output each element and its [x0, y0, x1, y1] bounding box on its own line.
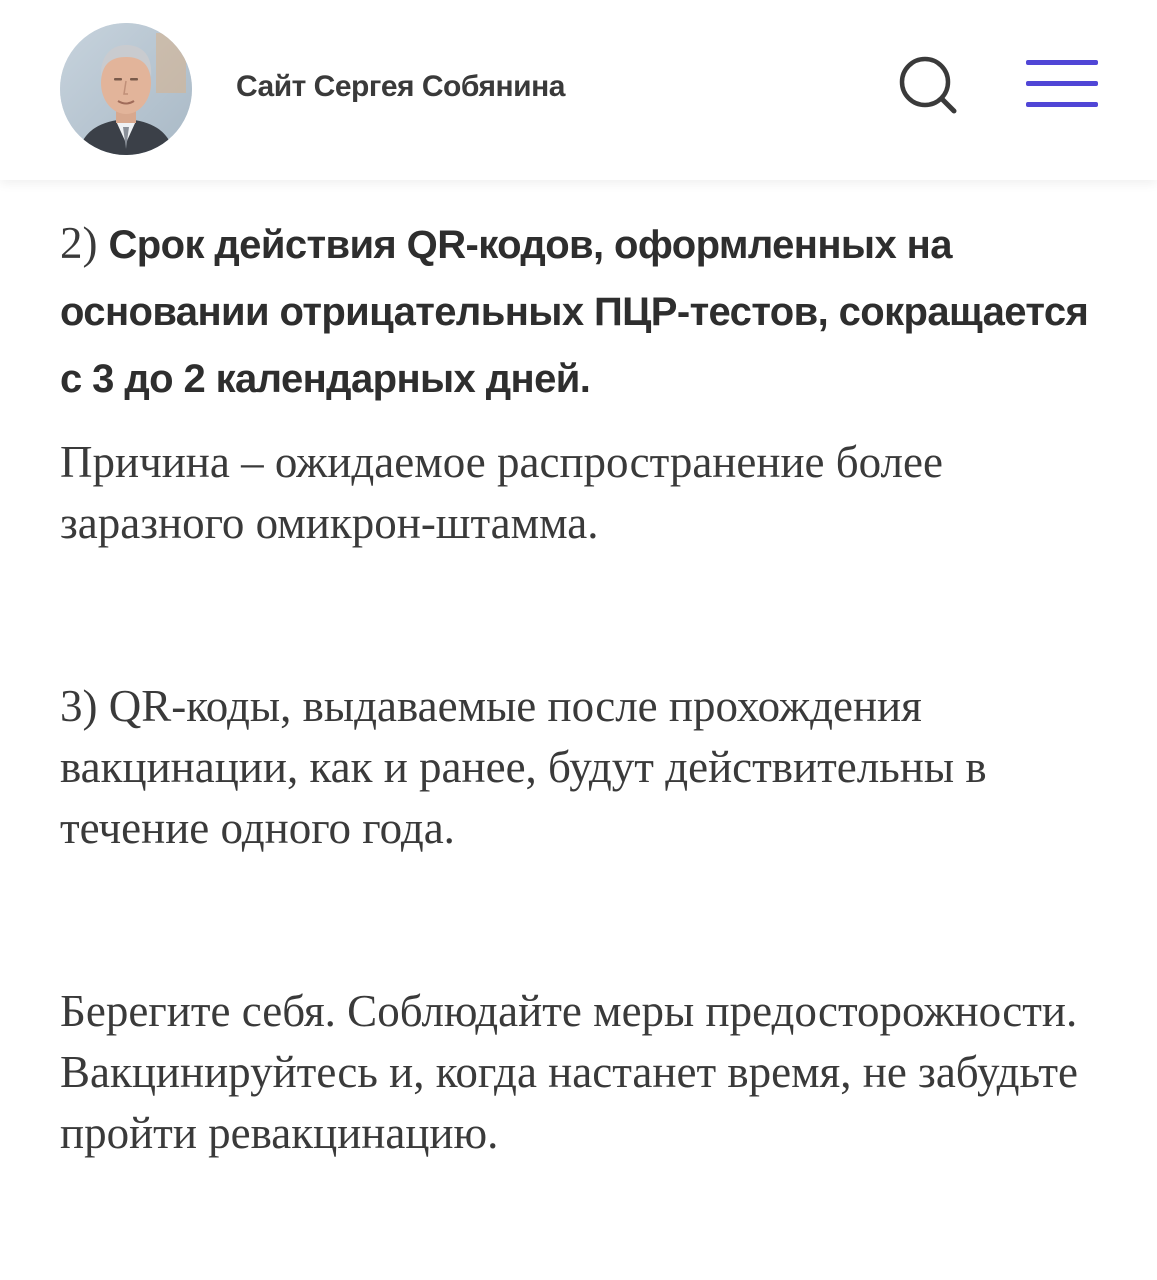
avatar-photo: [60, 23, 192, 155]
search-icon: [892, 50, 964, 122]
item-3-paragraph: 3) QR-коды, выдаваемые после прохождения вакцинации, как и ранее, будут действительны в течение одного года.: [60, 681, 987, 853]
hamburger-menu-icon: [1026, 60, 1098, 65]
site-title[interactable]: Сайт Сергея Собянина: [236, 70, 565, 103]
closing-paragraph: Берегите себя. Соблюдайте меры предосторожности. Вакцинируйтесь и, когда настанет время, не забудьте пройти ревакцинацию.: [60, 986, 1078, 1158]
item-2-paragraph: [60, 210, 1120, 412]
item-2-number: 2): [60, 218, 98, 268]
avatar[interactable]: [60, 23, 192, 155]
reason-paragraph: Причина – ожидаемое распространение более заразного омикрон-штамма.: [60, 437, 943, 548]
search-button[interactable]: [892, 50, 964, 122]
article-body: [60, 210, 1120, 1164]
item-2-text: Срок действия QR-кодов, оформленных на основании отрицательных ПЦР-тестов, сокращается с 3 до 2 календарных дней.: [60, 223, 1089, 401]
menu-button[interactable]: [1022, 56, 1102, 116]
hamburger-menu-icon: [1026, 102, 1098, 107]
hamburger-menu-icon: [1026, 81, 1098, 86]
site-header: [0, 0, 1157, 180]
